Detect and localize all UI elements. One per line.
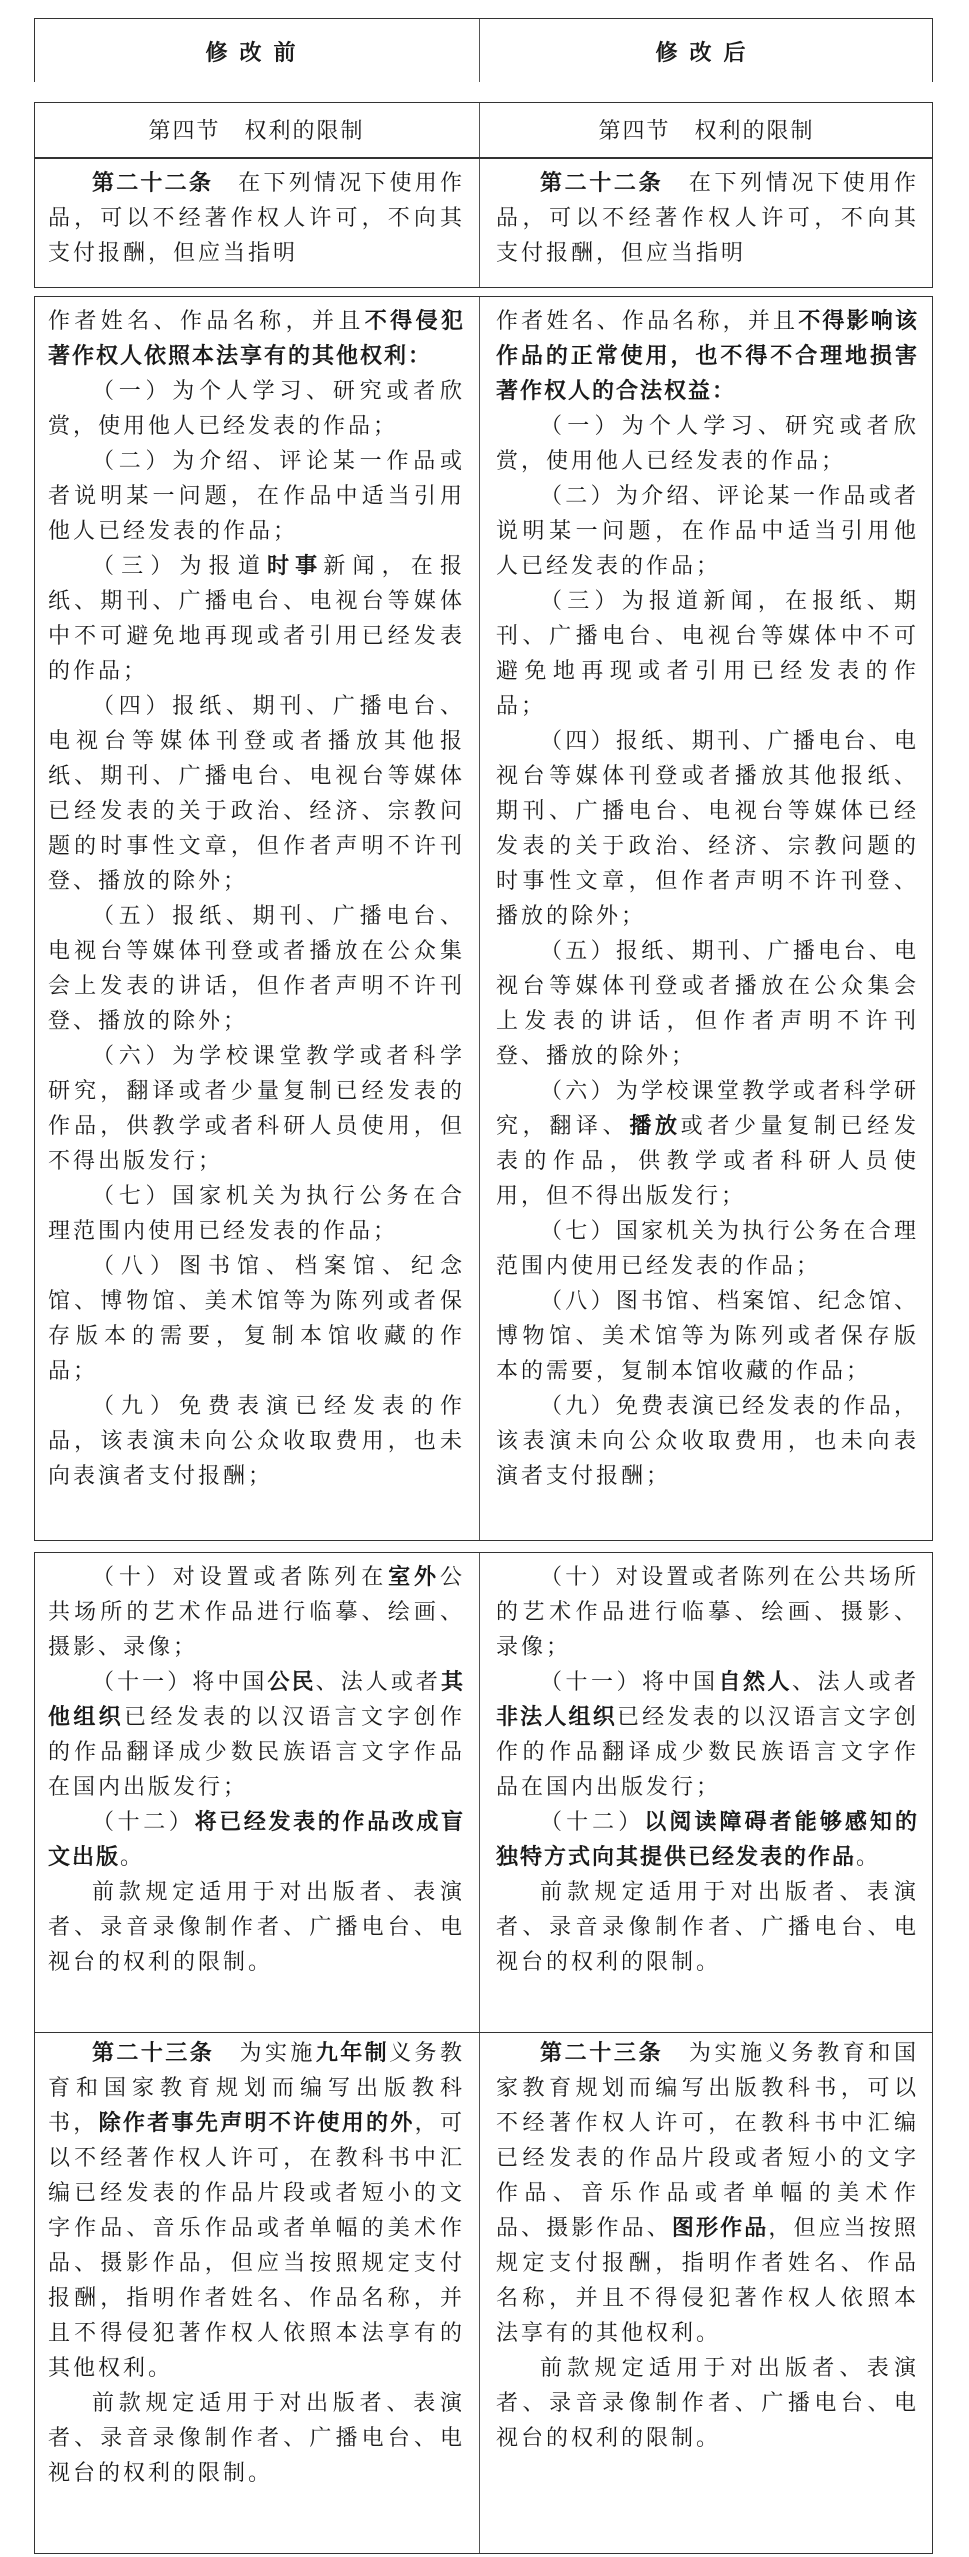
- article-22-after: [480, 158, 933, 288]
- list-item: （九）免费表演已经发表的作品，该表演未向公众收取费用，也未向表演者支付报酬；: [48, 1394, 465, 1489]
- list-item: 前款规定适用于对出版者、表演者、录音录像制作者、广播电台、电视台的权利的限制。: [496, 1880, 919, 1975]
- list-item: （六）为学校课堂教学或者科学研究，翻译或者少量复制已经发表的作品，供教学或者科研人员使用，但不得出版发行；: [48, 1044, 465, 1174]
- list-item: （七）国家机关为执行公务在合理范围内使用已经发表的作品；: [496, 1219, 919, 1279]
- article-paragraph: 第二十三条 为实施九年制义务教育和国家教育规划而编写出版教科书，除作者事先声明不许使用的外，可以不经著作权人许可，在教科书中汇编已经发表的作品片段或者短小的文字作品、音乐作品或者单幅的美术作品、摄影作品，但应当按照规定支付报酬，指明作者姓名、作品名称，并且不得侵犯著作权人依照本法享有的其他权利。: [48, 2041, 465, 2381]
- header-after: 修改后: [655, 40, 758, 66]
- article-22-items-continued-row: [34, 1552, 933, 2034]
- items-continued-after: [480, 1552, 933, 2034]
- table-header: [34, 18, 933, 82]
- list-item: （十）对设置或者陈列在室外公共场所的艺术作品进行临摹、绘画、摄影、录像；: [48, 1565, 465, 1660]
- list-item: （五）报纸、期刊、广播电台、电视台等媒体刊登或者播放在公众集会上发表的讲话，但作者声明不许刊登、播放的除外；: [48, 904, 465, 1034]
- article-23-before: [34, 2032, 480, 2554]
- list-item: （四）报纸、期刊、广播电台、电视台等媒体刊登或者播放其他报纸、期刊、广播电台、电视台等媒体已经发表的关于政治、经济、宗教问题的时事性文章，但作者声明不许刊登、播放的除外；: [48, 694, 465, 894]
- section-before-cell: [34, 102, 480, 158]
- header-before-cell: [34, 18, 480, 82]
- list-item: （七）国家机关为执行公务在合理范围内使用已经发表的作品；: [48, 1184, 465, 1244]
- section-row: [34, 102, 933, 158]
- list-item: 作者姓名、作品名称，并且不得影响该作品的正常使用，也不得不合理地损害著作权人的合法权益：: [496, 309, 919, 404]
- list-item: （九）免费表演已经发表的作品，该表演未向公众收取费用，也未向表演者支付报酬；: [496, 1394, 919, 1489]
- list-item: （十二）以阅读障碍者能够感知的独特方式向其提供已经发表的作品。: [496, 1810, 919, 1870]
- list-item: （四）报纸、期刊、广播电台、电视台等媒体刊登或者播放其他报纸、期刊、广播电台、电视台等媒体已经发表的关于政治、经济、宗教问题的时事性文章，但作者声明不许刊登、播放的除外；: [496, 729, 919, 929]
- items-continued-before: [34, 1552, 480, 2034]
- list-item: （三）为报道时事新闻，在报纸、期刊、广播电台、电视台等媒体中不可避免地再现或者引用已经发表的作品；: [48, 554, 465, 684]
- items-before: [34, 296, 480, 1541]
- section-after: 第四节 权利的限制: [598, 119, 815, 144]
- list-item: （十）对设置或者陈列在公共场所的艺术作品进行临摹、绘画、摄影、录像；: [496, 1565, 919, 1660]
- article-22-row: [34, 158, 933, 288]
- list-item: （十一）将中国自然人、法人或者非法人组织已经发表的以汉语言文字创作的作品翻译成少数民族语言文字作品在国内出版发行；: [496, 1670, 919, 1800]
- article-paragraph: 前款规定适用于对出版者、表演者、录音录像制作者、广播电台、电视台的权利的限制。: [48, 2391, 465, 2486]
- article-label: 第二十二条: [540, 171, 664, 196]
- article-paragraph: 前款规定适用于对出版者、表演者、录音录像制作者、广播电台、电视台的权利的限制。: [496, 2356, 919, 2451]
- article-23-row: [34, 2032, 933, 2554]
- article-text: 在下列情况下使用作品，可以不经著作权人许可，不向其支付报酬，但应当指明: [496, 171, 919, 266]
- list-item: （八）图书馆、档案馆、纪念馆、博物馆、美术馆等为陈列或者保存版本的需要，复制本馆收藏的作品；: [48, 1254, 465, 1384]
- list-item: （二）为介绍、评论某一作品或者说明某一问题，在作品中适当引用他人已经发表的作品；: [496, 484, 919, 579]
- list-item: （一）为个人学习、研究或者欣赏，使用他人已经发表的作品；: [496, 414, 919, 474]
- list-item: （八）图书馆、档案馆、纪念馆、博物馆、美术馆等为陈列或者保存版本的需要，复制本馆收藏的作品；: [496, 1289, 919, 1384]
- list-item: （三）为报道新闻，在报纸、期刊、广播电台、电视台等媒体中不可避免地再现或者引用已经发表的作品；: [496, 589, 919, 719]
- list-item: 前款规定适用于对出版者、表演者、录音录像制作者、广播电台、电视台的权利的限制。: [48, 1880, 465, 1975]
- list-item: （五）报纸、期刊、广播电台、电视台等媒体刊登或者播放在公众集会上发表的讲话，但作者声明不许刊登、播放的除外；: [496, 939, 919, 1069]
- article-label: 第二十二条: [92, 171, 214, 196]
- list-item: （十一）将中国公民、法人或者其他组织已经发表的以汉语言文字创作的作品翻译成少数民族语言文字作品在国内出版发行；: [48, 1670, 465, 1800]
- article-text: 在下列情况下使用作品，可以不经著作权人许可，不向其支付报酬，但应当指明: [48, 171, 465, 266]
- items-after: [480, 296, 933, 1541]
- article-22-items-row: [34, 296, 933, 1541]
- list-item: 作者姓名、作品名称，并且不得侵犯著作权人依照本法享有的其他权利：: [48, 309, 465, 369]
- list-item: （六）为学校课堂教学或者科学研究，翻译、播放或者少量复制已经发表的作品，供教学或者科研人员使用，但不得出版发行；: [496, 1079, 919, 1209]
- list-item: （一）为个人学习、研究或者欣赏，使用他人已经发表的作品；: [48, 379, 465, 439]
- article-22-before: [34, 158, 480, 288]
- list-item: （十二）将已经发表的作品改成盲文出版。: [48, 1810, 465, 1870]
- section-after-cell: [480, 102, 933, 158]
- article-23-after: [480, 2032, 933, 2554]
- header-after-cell: [480, 18, 933, 82]
- article-paragraph: 第二十三条 为实施义务教育和国家教育规划而编写出版教科书，可以不经著作权人许可，在教科书中汇编已经发表的作品片段或者短小的文字作品、音乐作品或者单幅的美术作品、摄影作品、图形作品，但应当按照规定支付报酬，指明作者姓名、作品名称，并且不得侵犯著作权人依照本法享有的其他权利。: [496, 2041, 919, 2346]
- header-before: 修改前: [205, 40, 308, 66]
- section-before: 第四节 权利的限制: [148, 119, 365, 144]
- list-item: （二）为介绍、评论某一作品或者说明某一问题，在作品中适当引用他人已经发表的作品；: [48, 449, 465, 544]
